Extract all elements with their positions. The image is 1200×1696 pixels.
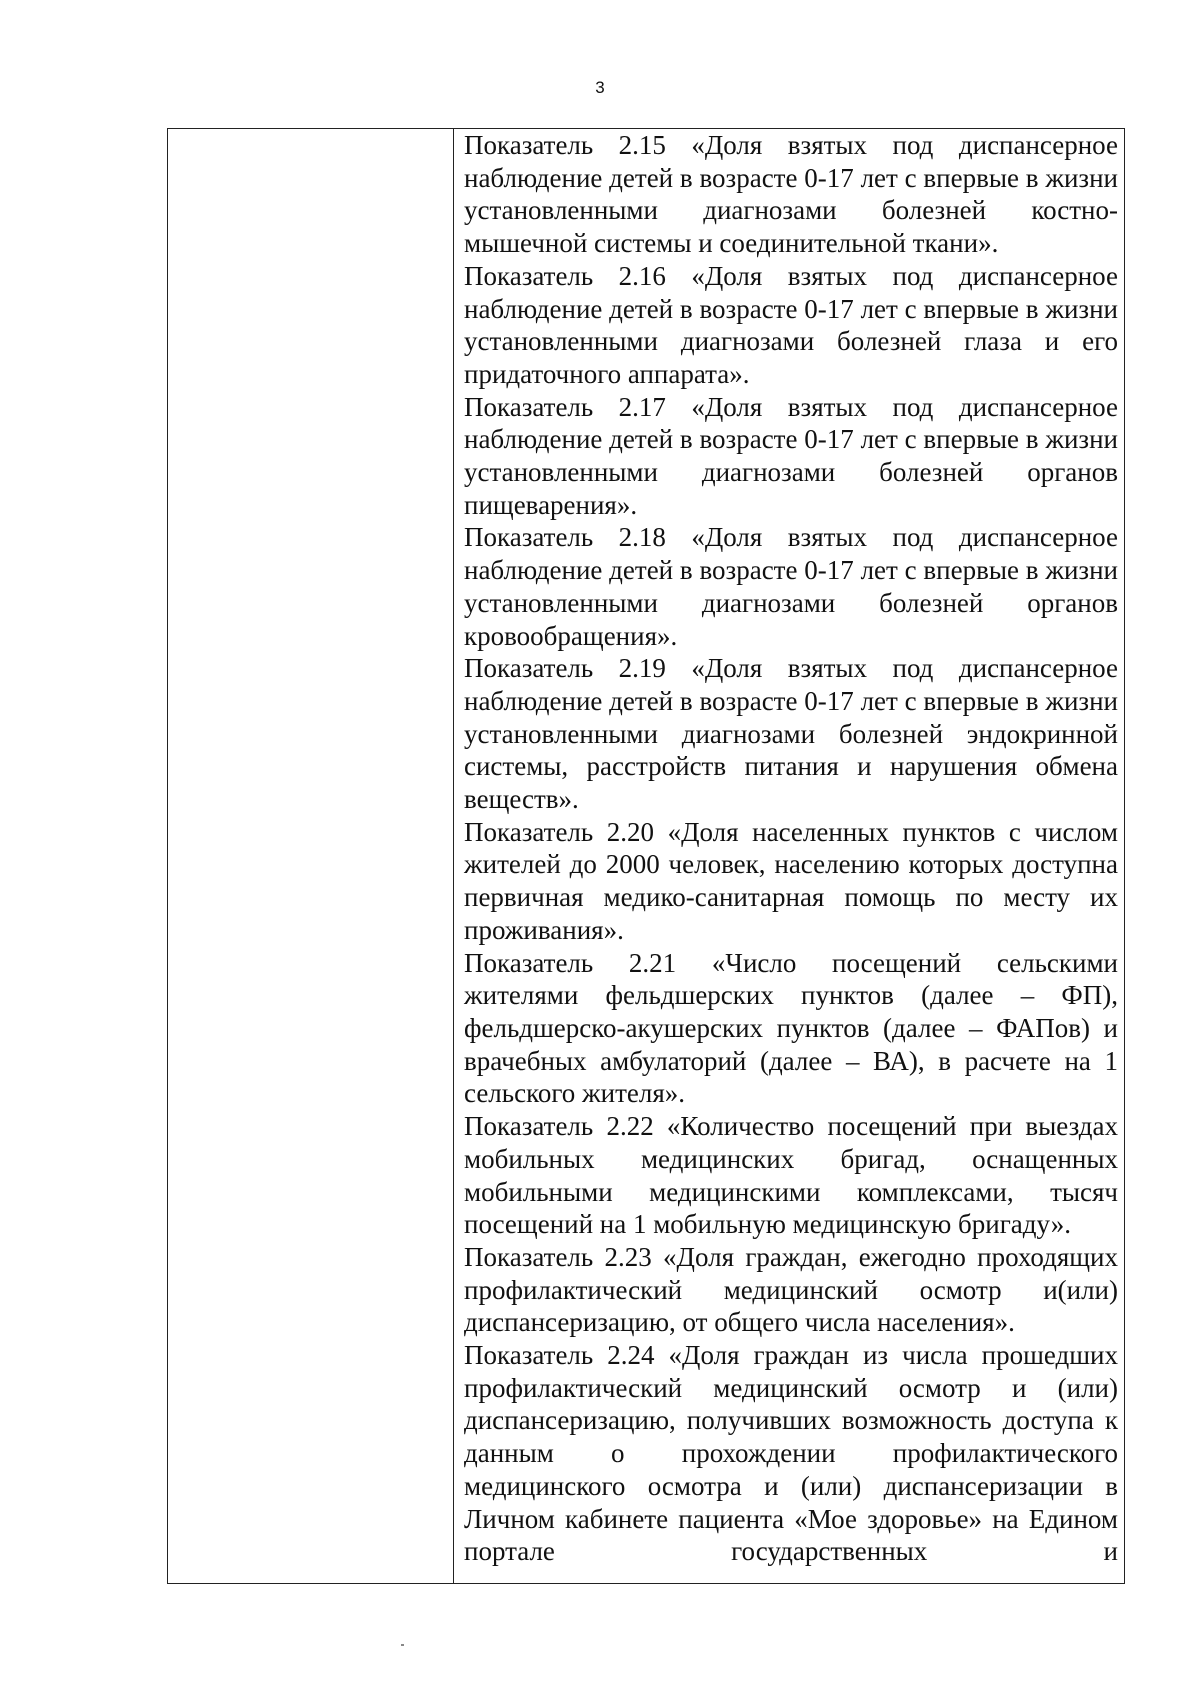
indicator-2-21: Показатель 2.21 «Число посещений сельскими жителями фельдшерских пунктов (далее – ФП), фельдшерско-акушерских пунктов (далее – ФАПов) и врачебных амбулаторий (далее – ВА), в расчете на 1 сельского жителя».: [464, 947, 1118, 1109]
indicator-2-18: Показатель 2.18 «Доля взятых под диспансерное наблюдение детей в возрасте 0-17 лет с впервые в жизни установленными диагнозами болезней органов кровообращения».: [464, 522, 1118, 651]
indicator-2-16: Показатель 2.16 «Доля взятых под диспансерное наблюдение детей в возрасте 0-17 лет с впервые в жизни установленными диагнозами болезней глаза и его придаточного аппарата».: [464, 260, 1118, 389]
indicator-2-24: Показатель 2.24 «Доля граждан из числа прошедших профилактический медицинский осмотр и (или) диспансеризацию, получивших возможность доступа к данным о прохождении профилактического медицинского осмотра и (или) диспансеризации в Личном кабинете пациента «Мое здоровье» на Едином портале государственных и: [464, 1340, 1118, 1567]
indicator-2-15: Показатель 2.15 «Доля взятых под диспансерное наблюдение детей в возрасте 0-17 лет с впервые в жизни установленными диагнозами болезней костно-мышечной системы и соединительной ткани».: [464, 130, 1118, 259]
table-right-cell: [454, 129, 1124, 1583]
document-table: [167, 128, 1125, 1584]
table-left-cell: [168, 129, 454, 1583]
indicator-2-17: Показатель 2.17 «Доля взятых под диспансерное наблюдение детей в возрасте 0-17 лет с впервые в жизни установленными диагнозами болезней органов пищеварения».: [464, 391, 1118, 520]
indicator-2-23: Показатель 2.23 «Доля граждан, ежегодно проходящих профилактический медицинский осмотр и(или) диспансеризацию, от общего числа населения».: [464, 1241, 1118, 1338]
indicator-2-19: Показатель 2.19 «Доля взятых под диспансерное наблюдение детей в возрасте 0-17 лет с впервые в жизни установленными диагнозами болезней эндокринной системы, расстройств питания и нарушения обмена веществ».: [464, 653, 1118, 815]
indicator-2-20: Показатель 2.20 «Доля населенных пунктов с числом жителей до 2000 человек, населению которых доступна первичная медико-санитарная помощь по месту их проживания».: [464, 816, 1118, 945]
indicator-2-22: Показатель 2.22 «Количество посещений при выездах мобильных медицинских бригад, оснащенных мобильными медицинскими комплексами, тысяч посещений на 1 мобильную медицинскую бригаду».: [464, 1111, 1118, 1240]
scan-artifact: [401, 1644, 404, 1646]
page-number: 3: [595, 78, 605, 97]
